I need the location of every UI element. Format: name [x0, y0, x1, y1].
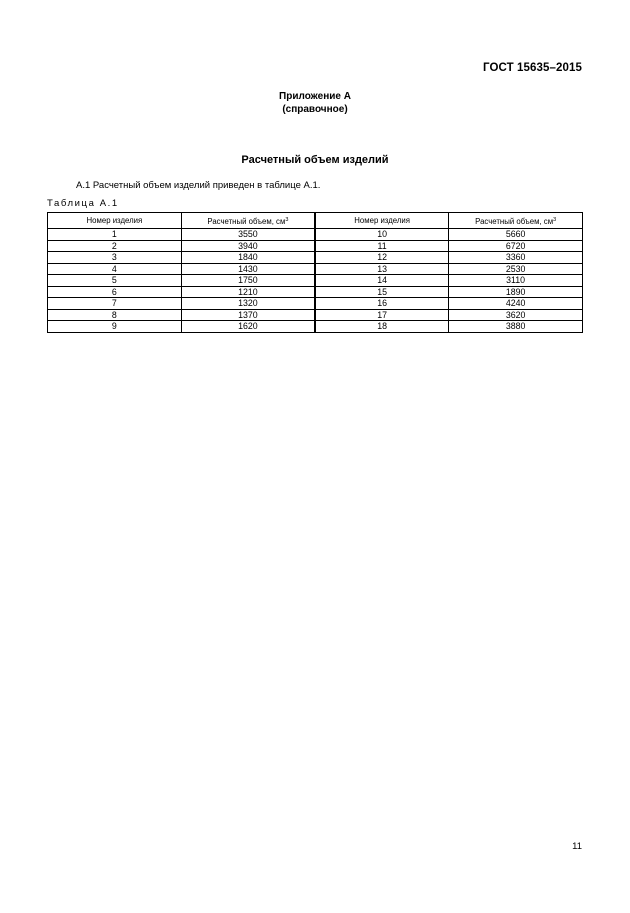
document-code: ГОСТ 15635–2015	[482, 62, 582, 74]
volume-cell: 6720	[449, 240, 583, 252]
item-cell: 13	[315, 263, 449, 275]
volume-cell: 3360	[449, 252, 583, 264]
volume-cell: 1620	[181, 321, 315, 333]
header-item-number-left: Номер изделия	[48, 213, 182, 229]
item-cell: 18	[315, 321, 449, 333]
volume-cell: 1370	[181, 309, 315, 321]
item-cell: 17	[315, 309, 449, 321]
item-cell: 1	[48, 229, 182, 241]
table-row	[48, 298, 583, 310]
volume-cell: 2530	[449, 263, 583, 275]
header-volume-right: Расчетный объем, $см^3$	[449, 213, 583, 229]
item-cell: 7	[48, 298, 182, 310]
volume-cell: 4240	[449, 298, 583, 310]
volume-cell: 1890	[449, 286, 583, 298]
volume-table	[47, 212, 583, 333]
volume-cell: 1840	[181, 252, 315, 264]
volume-cell: 1750	[181, 275, 315, 287]
appendix-title: Приложение А	[279, 91, 351, 102]
volume-cell: 3110	[449, 275, 583, 287]
item-cell: 8	[48, 309, 182, 321]
table-row	[48, 252, 583, 264]
table-header-row	[48, 213, 583, 229]
item-cell: 9	[48, 321, 182, 333]
table-caption: Таблица А.1	[47, 198, 119, 209]
appendix-subtitle: (справочное)	[282, 103, 348, 115]
header-volume-left: Расчетный объем, $см^3$	[181, 213, 315, 229]
item-cell: 10	[315, 229, 449, 241]
table-row	[48, 229, 583, 241]
table-row	[48, 309, 583, 321]
volume-cell: 3620	[449, 309, 583, 321]
volume-cell: 1320	[181, 298, 315, 310]
intro-paragraph: А.1 Расчетный объем изделий приведен в таблице А.1.	[76, 180, 321, 191]
volume-cell: 3550	[181, 229, 315, 241]
table-row	[48, 275, 583, 287]
volume-cell: 3880	[449, 321, 583, 333]
volume-cell: 3940	[181, 240, 315, 252]
table-row	[48, 286, 583, 298]
table-row	[48, 240, 583, 252]
item-cell: 2	[48, 240, 182, 252]
volume-cell: 1210	[181, 286, 315, 298]
item-cell: 5	[48, 275, 182, 287]
page-number: 11	[572, 841, 582, 852]
item-cell: 16	[315, 298, 449, 310]
table-row	[48, 321, 583, 333]
item-cell: 14	[315, 275, 449, 287]
item-cell: 11	[315, 240, 449, 252]
item-cell: 12	[315, 252, 449, 264]
appendix-heading	[0, 91, 630, 116]
item-cell: 4	[48, 263, 182, 275]
volume-cell: 1430	[181, 263, 315, 275]
table-row	[48, 263, 583, 275]
item-cell: 15	[315, 286, 449, 298]
item-cell: 3	[48, 252, 182, 264]
item-cell: 6	[48, 286, 182, 298]
volume-cell: 5660	[449, 229, 583, 241]
header-item-number-right: Номер изделия	[315, 213, 449, 229]
section-title: Расчетный объем изделий	[241, 154, 389, 166]
